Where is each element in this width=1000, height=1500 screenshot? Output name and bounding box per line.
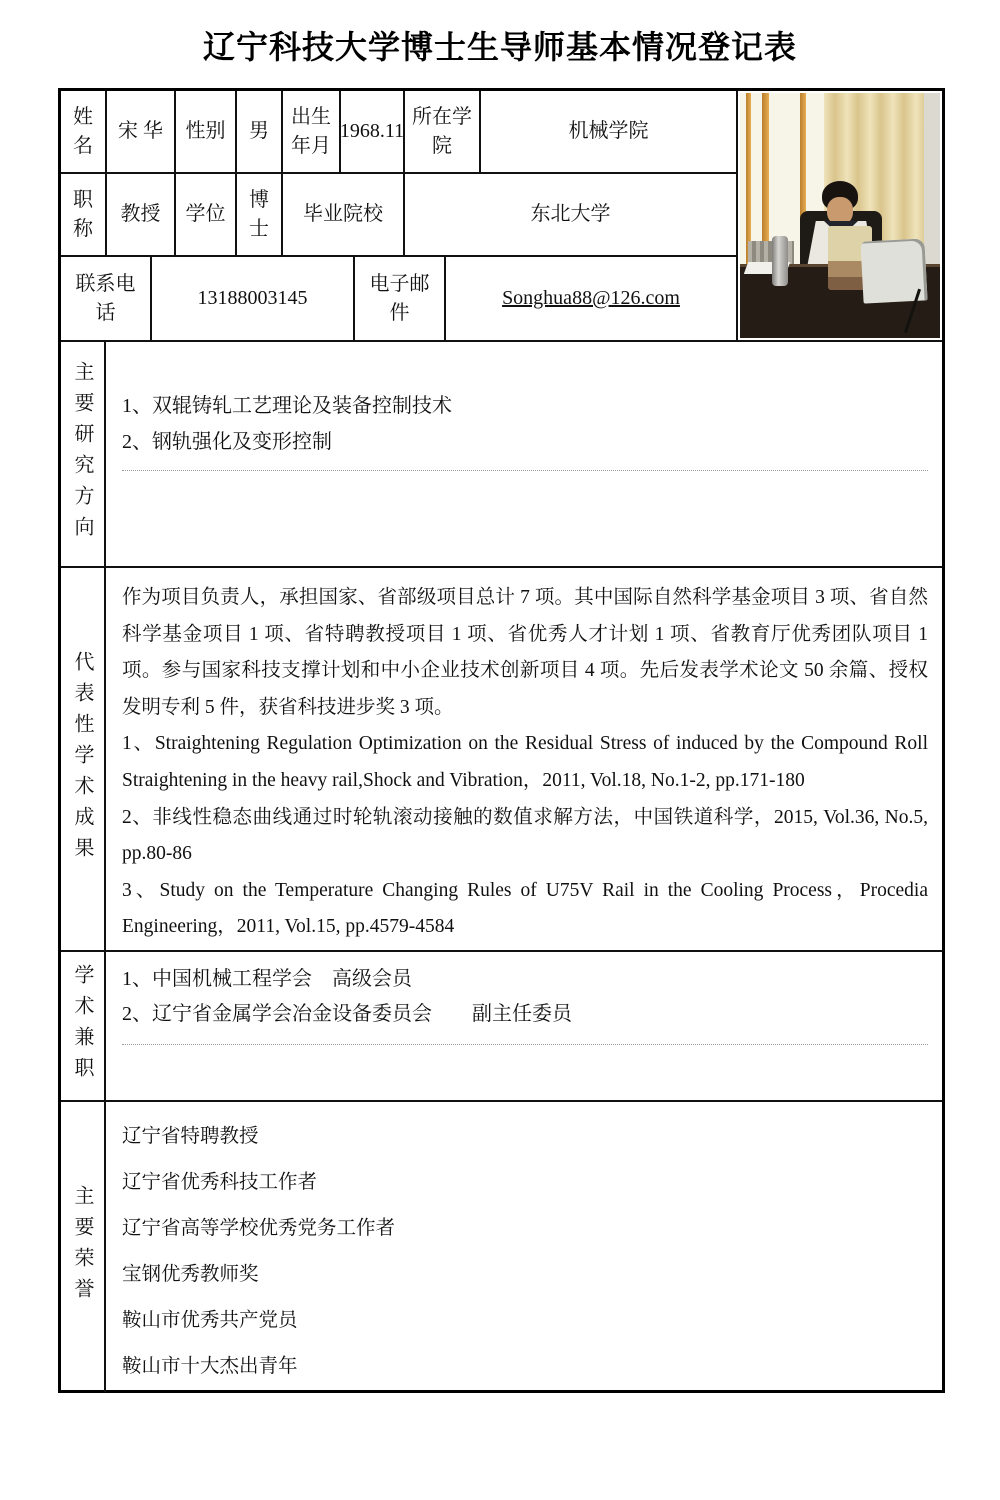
college-label: 所在学院 (405, 91, 481, 172)
memberships-content (106, 952, 942, 1100)
row-title-degree-alma (61, 174, 736, 257)
photo-cell (738, 91, 942, 340)
honors-content (106, 1102, 942, 1392)
dotted-divider (122, 470, 928, 471)
photo-person-face (827, 197, 853, 225)
research-directions-label: 主要研究方向 (71, 361, 93, 547)
photo-wall (924, 93, 940, 284)
honors-label-cell (61, 1102, 106, 1392)
achievements-summary: 作为项目负责人，承担国家、省部级项目总计 7 项。其中国际自然科学基金项目 3 项、省自然科学基金项目 1 项、省特聘教授项目 1 项、省优秀人才计划 1 项、省教育厅优秀团队项目 1 项。参与国家科技支撑计划和中小企业技术创新项目 4 项。先后发表学术论文 50 余篇、授权发明专利 5 件，获省科技进步奖 3 项。 (122, 587, 928, 718)
section-memberships (61, 952, 942, 1102)
college-value: 机械学院 (568, 120, 649, 142)
page-title: 辽宁科技大学博士生导师基本情况登记表 (202, 28, 797, 66)
research-directions-content (106, 342, 942, 566)
research-directions-label-cell (61, 342, 106, 566)
dotted-divider (122, 1044, 928, 1045)
photo-thermos (772, 236, 788, 286)
achievements-label: 代表性学术成果 (71, 650, 93, 868)
memberships-label-cell (61, 952, 106, 1100)
phone-value: 13188003145 (152, 257, 355, 340)
achievement-item: 3、Study on the Temperature Changing Rules of U75V Rail in the Cooling Process，Procedia Engineering，2011, Vol.15, pp.4579-4584 (122, 879, 928, 938)
basic-info-block (61, 91, 942, 342)
job-title-value: 教授 (107, 174, 176, 255)
gender-value: 男 (237, 91, 283, 172)
memberships-label: 学术兼职 (71, 964, 93, 1088)
membership-item: 1、中国机械工程学会 高级会员 (122, 968, 412, 990)
honors-label: 主要荣誉 (71, 1185, 93, 1309)
honor-item: 辽宁省优秀科技工作者 (122, 1172, 318, 1193)
job-title-label: 职称 (61, 174, 107, 255)
achievements-content (106, 568, 942, 950)
research-item: 2、钢轨强化及变形控制 (122, 431, 332, 453)
honor-item: 鞍山市优秀共产党员 (122, 1310, 298, 1331)
name-label: 姓名 (61, 91, 107, 172)
honor-item: 宝钢优秀教师奖 (122, 1264, 259, 1285)
row-name-gender-birth-college (61, 91, 736, 174)
research-item: 1、双辊铸轧工艺理论及装备控制技术 (122, 395, 452, 417)
row-phone-email (61, 257, 736, 340)
alma-label: 毕业院校 (283, 174, 405, 255)
honor-item: 辽宁省特聘教授 (122, 1126, 259, 1147)
gender-label: 性别 (176, 91, 237, 172)
alma-value: 东北大学 (530, 203, 611, 225)
email-link[interactable]: Songhua88@126.com (502, 287, 680, 309)
achievement-item: 1、Straightening Regulation Optimization on the Residual Stress of induced by the Compound Roll Straightening in the heavy rail,Shock and Vibration，2011, Vol.18, No.1-2, pp.171-180 (122, 733, 928, 791)
honor-item: 鞍山市十大杰出青年 (122, 1356, 298, 1377)
membership-item: 2、辽宁省金属学会冶金设备委员会 副主任委员 (122, 1003, 572, 1025)
degree-value: 博士 (237, 174, 283, 255)
section-honors (61, 1102, 942, 1392)
birth-label: 出生年月 (283, 91, 341, 172)
registration-table (58, 88, 945, 1393)
birth-value: 1968.11 (341, 91, 405, 172)
supervisor-photo (740, 93, 940, 338)
achievement-item: 2、非线性稳态曲线通过时轮轨滚动接触的数值求解方法，中国铁道科学，2015, Vol.36, No.5, pp.80-86 (122, 806, 928, 865)
email-label: 电子邮件 (355, 257, 446, 340)
name-value: 宋 华 (107, 91, 176, 172)
honor-item: 辽宁省高等学校优秀党务工作者 (122, 1218, 396, 1239)
degree-label: 学位 (176, 174, 237, 255)
basic-info-rows (61, 91, 738, 340)
achievements-label-cell (61, 568, 106, 950)
phone-label: 联系电话 (61, 257, 152, 340)
section-achievements (61, 568, 942, 952)
section-research-directions (61, 342, 942, 568)
